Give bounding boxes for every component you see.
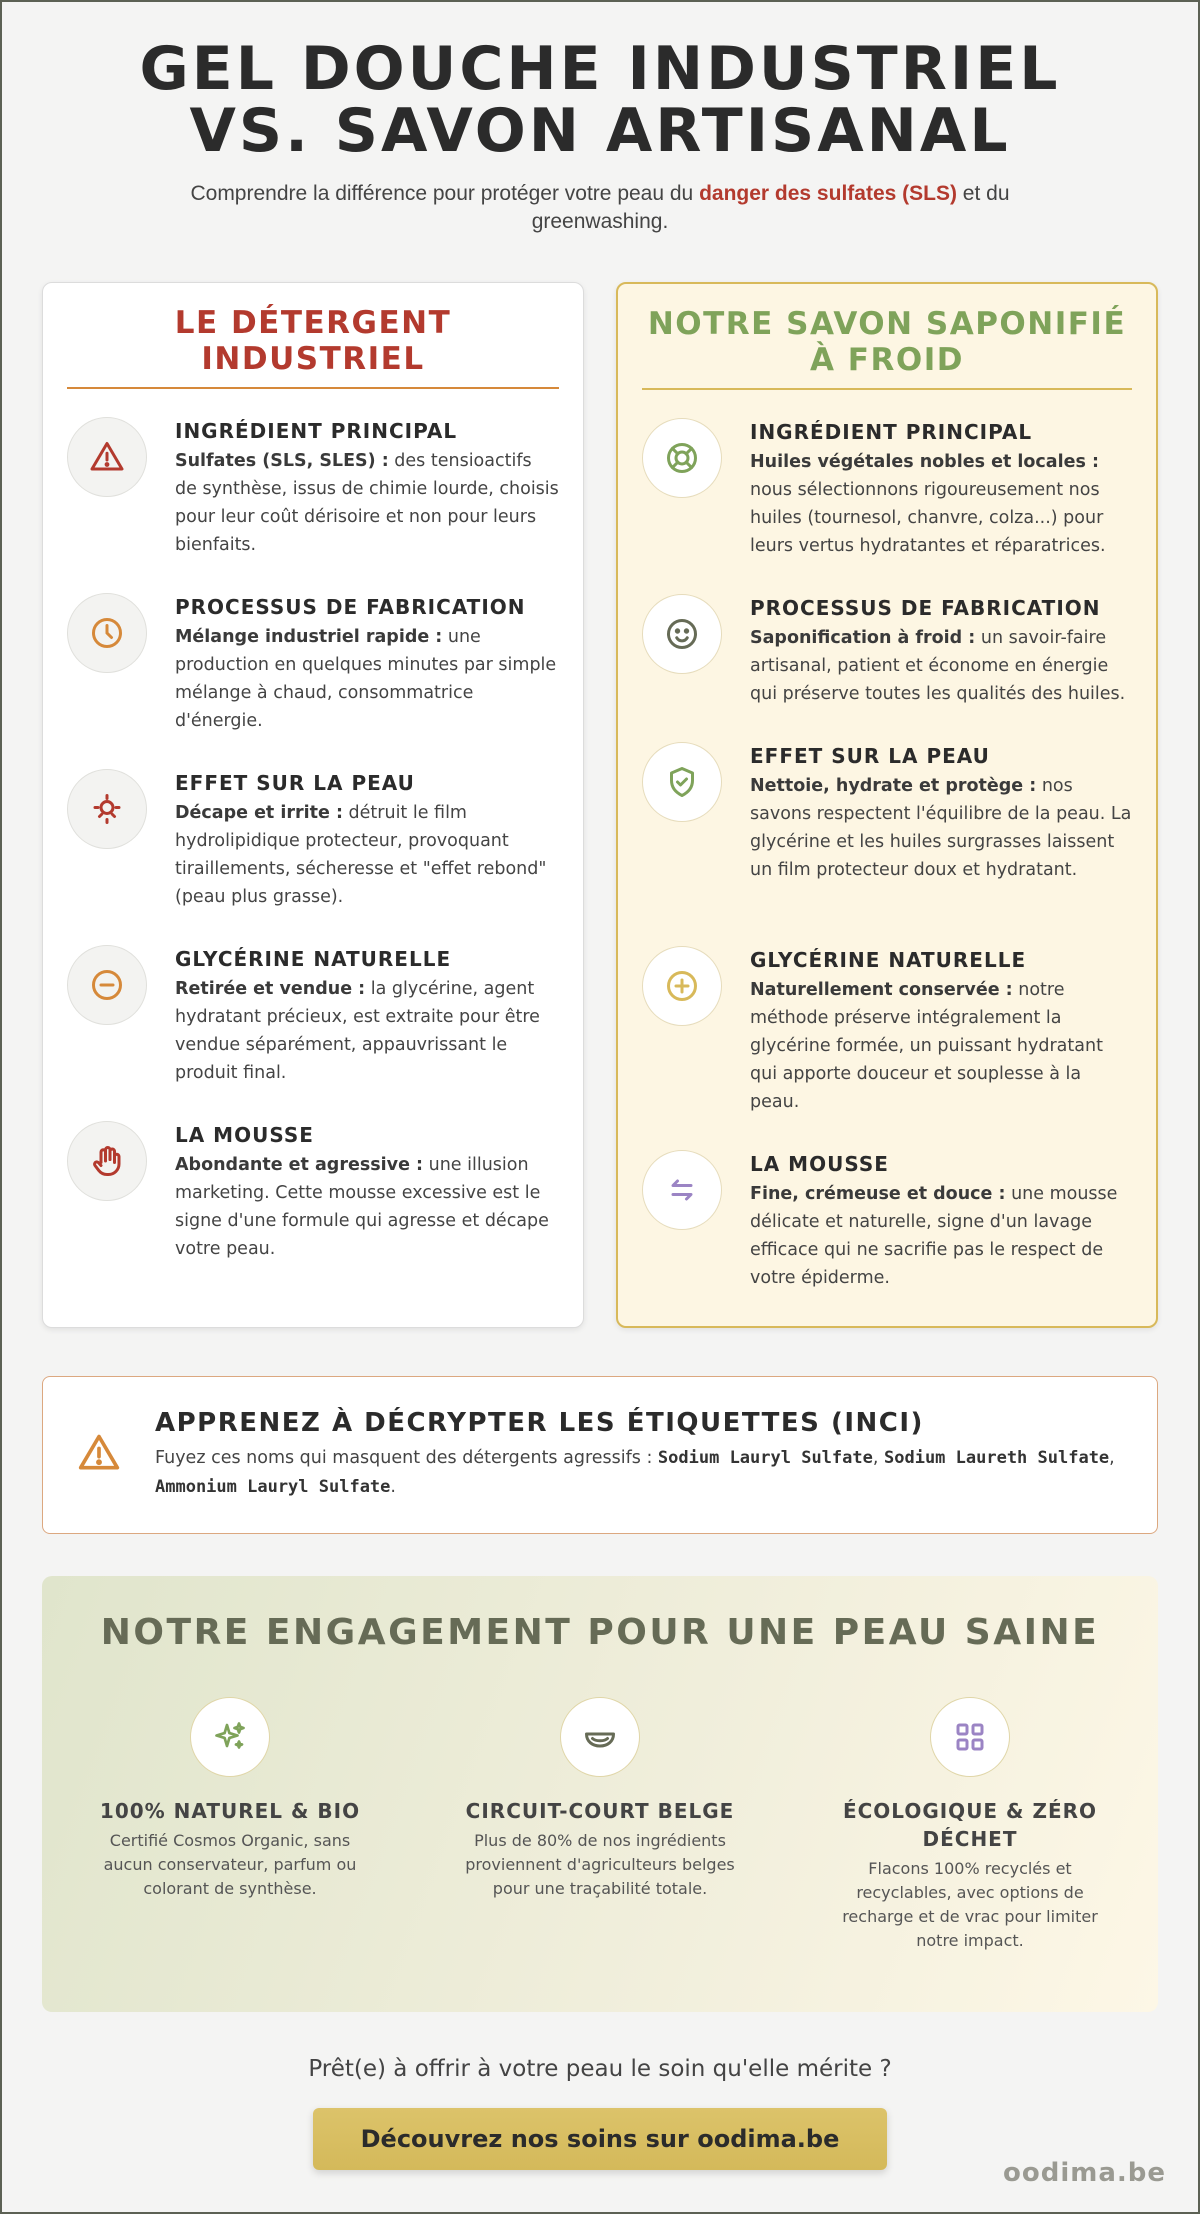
bowl-icon [560,1697,640,1777]
item-title: INGRÉDIENT PRINCIPAL [175,419,458,443]
warning-triangle-icon [67,417,147,497]
item-description: Naturellement conservée : notre méthode préserve intégralement la glycérine formée, un puissant hydratant qui apporte douceur et souplesse à la peau. [750,980,1103,1112]
artisanal-card [616,282,1158,1328]
item-description: Fine, crémeuse et douce : une mousse délicate et naturelle, signe d'un lavage efficace qui ne sacrifie pas le respect de votre épiderme. [750,1184,1118,1288]
list-item [67,771,559,947]
subtitle-text-end: et du greenwashing. [531,182,1010,233]
grid-icon [930,1697,1010,1777]
item-title: LA MOUSSE [175,1123,314,1147]
header [0,0,1200,236]
item-title: INGRÉDIENT PRINCIPAL [750,420,1033,444]
inci-text: Fuyez ces noms qui masquent des détergents agressifs : Sodium Lauryl Sulfate, Sodium Laureth Sulfate, Ammonium Lauryl Sulfate. [155,1448,1115,1497]
warning-triangle-icon [77,1431,125,1479]
virus-icon [67,769,147,849]
hand-icon [67,1121,147,1201]
item-description: Retirée et vendue : la glycérine, agent hydratant précieux, est extraite pour être vendue séparément, appauvrissant le produit final. [175,979,540,1083]
engagement-column-title: 100% NATUREL & BIO [99,1799,361,1823]
lifebuoy-icon [642,418,722,498]
inci-name: Sodium Laureth Sulfate [884,1448,1110,1468]
sparkles-icon [190,1697,270,1777]
item-title: PROCESSUS DE FABRICATION [750,596,1101,620]
list-item [642,948,1132,1152]
cta-question: Prêt(e) à offrir à votre peau le soin qu'elle mérite ? [308,2056,892,2082]
item-title: PROCESSUS DE FABRICATION [175,595,526,619]
subtitle-highlight: danger des sulfates (SLS) [699,182,957,205]
list-item [67,419,559,595]
inci-name: Sodium Lauryl Sulfate [657,1448,873,1468]
item-title: EFFET SUR LA PEAU [750,744,990,768]
inci-name: Ammonium Lauryl Sulfate [155,1477,391,1497]
artisanal-card-title: NOTRE SAVON SAPONIFIÉ À FROID [642,306,1132,390]
list-item [642,1152,1132,1302]
item-description: Mélange industriel rapide : une production en quelques minutes par simple mélange à chaud, consommatrice d'énergie. [175,627,557,731]
engagement-column-text: Flacons 100% recyclés et recyclables, avec options de recharge et de vrac pour limiter notre impact. [842,1859,1098,1950]
discover-button[interactable]: Découvrez nos soins sur oodima.be [313,2108,887,2170]
engagement-column-text: Certifié Cosmos Organic, sans aucun conservateur, parfum ou colorant de synthèse. [103,1831,357,1898]
list-item [67,947,559,1123]
item-title: GLYCÉRINE NATURELLE [750,948,1027,972]
subtitle-text: Comprendre la différence pour protéger votre peau du [190,182,700,205]
comparison-cards [42,282,1158,1328]
industrial-card-title: LE DÉTERGENT INDUSTRIEL [67,305,559,389]
shield-check-icon [642,742,722,822]
item-description: Décape et irrite : détruit le film hydrolipidique protecteur, provoquant tiraillements, sécheresse et "effet rebond" (peau plus grasse). [175,803,547,907]
engagement-column [90,1697,370,1953]
item-title: GLYCÉRINE NATURELLE [175,947,452,971]
item-title: EFFET SUR LA PEAU [175,771,415,795]
page-subtitle [150,180,1050,236]
item-description: Sulfates (SLS, SLES) : des tensioactifs de synthèse, issus de chimie lourde, choisis pour leur coût dérisoire et non pour leurs bienfaits. [175,451,559,555]
list-item [642,420,1132,596]
minus-circle-icon [67,945,147,1025]
list-item [67,595,559,771]
smiley-icon [642,594,722,674]
list-item [642,744,1132,948]
item-description: Huiles végétales nobles et locales : nous sélectionnons rigoureusement nos huiles (tournesol, chanvre, colza...) pour leurs vertus hydratantes et réparatrices. [750,452,1106,556]
engagement-column-text: Plus de 80% de nos ingrédients proviennent d'agriculteurs belges pour une traçabilité totale. [465,1831,735,1898]
engagement-title: NOTRE ENGAGEMENT POUR UNE PEAU SAINE [100,1612,1100,1653]
inci-title: APPRENEZ À DÉCRYPTER LES ÉTIQUETTES (INCI) [155,1408,924,1438]
item-title: LA MOUSSE [750,1152,889,1176]
engagement-column [830,1697,1110,1953]
list-item [642,596,1132,744]
arrows-exchange-icon [642,1150,722,1230]
engagement-column [460,1697,740,1953]
clock-icon [67,593,147,673]
engagement-section [42,1576,1158,2012]
item-description: Saponification à froid : un savoir-faire artisanal, patient et économe en énergie qui préserve toutes les qualités des huiles. [750,628,1126,704]
item-description: Abondante et agressive : une illusion marketing. Cette mousse excessive est le signe d'une formule qui agresse et décape votre peau. [175,1155,549,1259]
engagement-column-title: CIRCUIT-COURT BELGE [465,1799,735,1823]
engagement-column-title: ÉCOLOGIQUE & ZÉRO DÉCHET [842,1799,1098,1851]
inci-alert-box [42,1376,1158,1534]
industrial-card [42,282,584,1328]
brand-logo: oodima.be [1002,2158,1166,2188]
plus-circle-icon [642,946,722,1026]
page-title: GEL DOUCHE INDUSTRIEL VS. SAVON ARTISANAL [139,34,1061,166]
item-description: Nettoie, hydrate et protège : nos savons respectent l'équilibre de la peau. La glycérine et les huiles surgrasses laissent un film protecteur doux et hydratant. [750,776,1132,880]
list-item [67,1123,559,1273]
